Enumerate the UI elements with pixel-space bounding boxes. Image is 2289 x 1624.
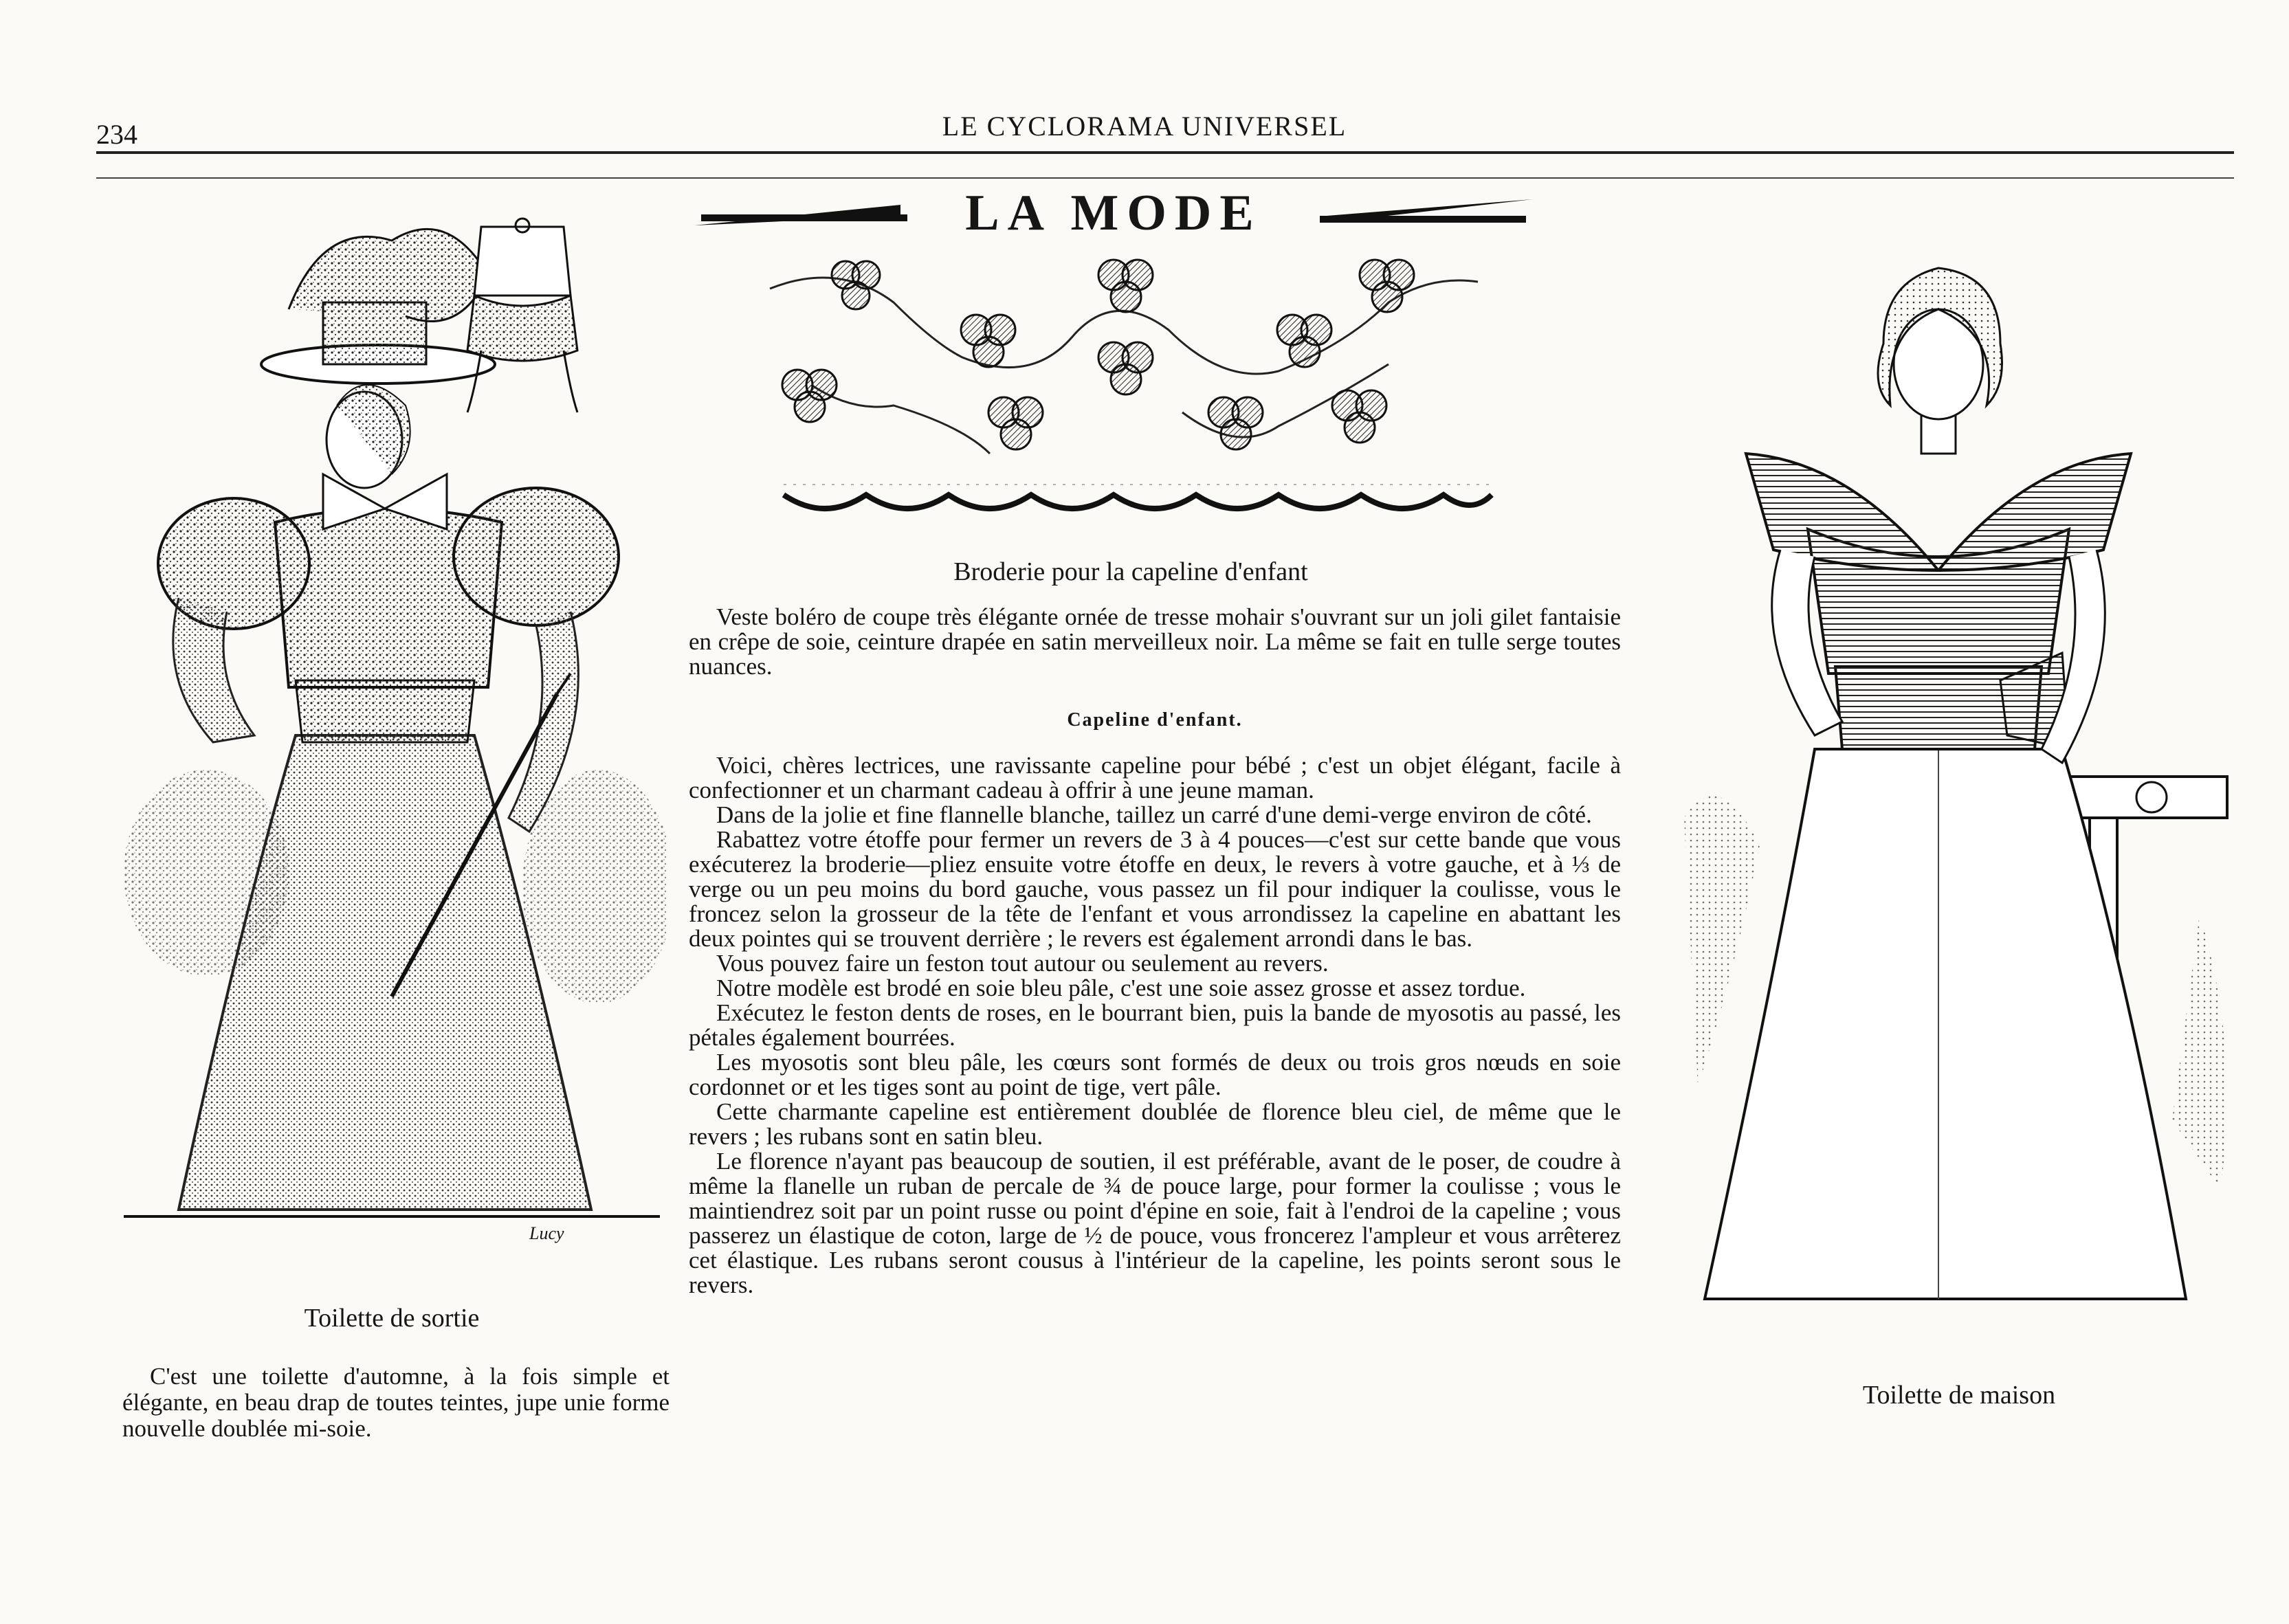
intro-paragraph: Veste boléro de coupe très élégante ornée de tresse mohair s'ouvrant sur un joli gilet fantaisie en crêpe de soie, ceinture drapée en satin merveilleux noir. La même se fait en tulle serge toutes nuances. — [689, 603, 1621, 680]
article-paragraph: Exécutez le feston dents de roses, en le bourrant bien, puis la bande de myosotis au passé, les pétales également bourrées. — [689, 999, 1621, 1051]
running-title: LE CYCLORAMA UNIVERSEL — [942, 111, 1347, 142]
left-figure-caption: Toilette de sortie — [304, 1304, 480, 1333]
page-number: 234 — [96, 119, 137, 150]
article-paragraph: Dans de la jolie et fine flannelle blanche, taillez un carré d'une demi-verge environ de côté. — [716, 801, 1592, 828]
woman-house-dress-illustration — [1677, 227, 2241, 1340]
left-description-paragraph: C'est une toilette d'automne, à la fois simple et élégante, en beau drap de toutes teintes, jupe unie forme nouvelle doublée mi-soie. — [122, 1363, 670, 1442]
header-rule-secondary — [96, 177, 2234, 179]
article-paragraph: Cette charmante capeline est entièrement doublée de florence bleu ciel, de même que le revers ; les rubans sont en satin bleu. — [689, 1098, 1621, 1150]
bodice-detail-sketch — [454, 213, 591, 419]
article-paragraph: Les myosotis sont bleu pâle, les cœurs sont formés de deux ou trois gros nœuds en soie cordonnet or et les tiges sont au point de tige, vert pâle. — [689, 1049, 1621, 1100]
article-column — [689, 605, 1621, 1298]
article-paragraph: Vous pouvez faire un feston tout autour ou seulement au revers. — [716, 950, 1329, 977]
article-heading: Capeline d'enfant. — [1067, 709, 1243, 731]
article-paragraph: Rabattez votre étoffe pour fermer un revers de 3 à 4 pouces—c'est sur cette bande que vous exécuterez la broderie—pliez ensuite votre étoffe en deux, le revers à votre gauche, et à ⅓ de verge ou un peu moins du bord gauche, vous passez un fil pour indiquer la coulisse, vous le froncez selon la grosseur de la tête de l'enfant et vous arrondissez la capeline en abattant les deux pointes qui se trouvent derrière ; le revers est également arrondi dans le bas. — [689, 826, 1621, 952]
article-paragraph: Notre modèle est brodé en soie bleu pâle, c'est une soie assez grosse et assez tordue. — [716, 975, 1526, 1001]
left-figure-description — [122, 1364, 670, 1442]
embroidery-caption: Broderie pour la capeline d'enfant — [953, 557, 1308, 586]
artist-signature: Lucy — [529, 1223, 564, 1243]
article-paragraph: Le florence n'ayant pas beaucoup de soutien, il est préférable, avant de le poser, de coudre à même la flanelle un ruban de percale de ¾ de pouce large, pour former la coulisse ; vous le maintiendrez soit par un point russe ou point d'épine en soie, fait à l'endroi de la capeline ; vous passerez un élastique de coton, large de ½ de pouce, vous froncerez l'ampleur et vous arrêterez cet élastique. Les rubans seront cousus à l'intérieur de la capeline, les points seront sous le revers. — [689, 1148, 1621, 1298]
header-rule — [96, 151, 2234, 154]
section-title: LA MODE — [965, 185, 1262, 241]
article-paragraph: Voici, chères lectrices, une ravissante capeline pour bébé ; c'est un objet élégant, facile à confectionner et un charmant cadeau à offrir à une jeune maman. — [689, 752, 1621, 803]
section-banner — [694, 184, 1533, 241]
embroidery-pattern-illustration — [756, 247, 1505, 536]
right-figure-caption: Toilette de maison — [1862, 1381, 2056, 1410]
